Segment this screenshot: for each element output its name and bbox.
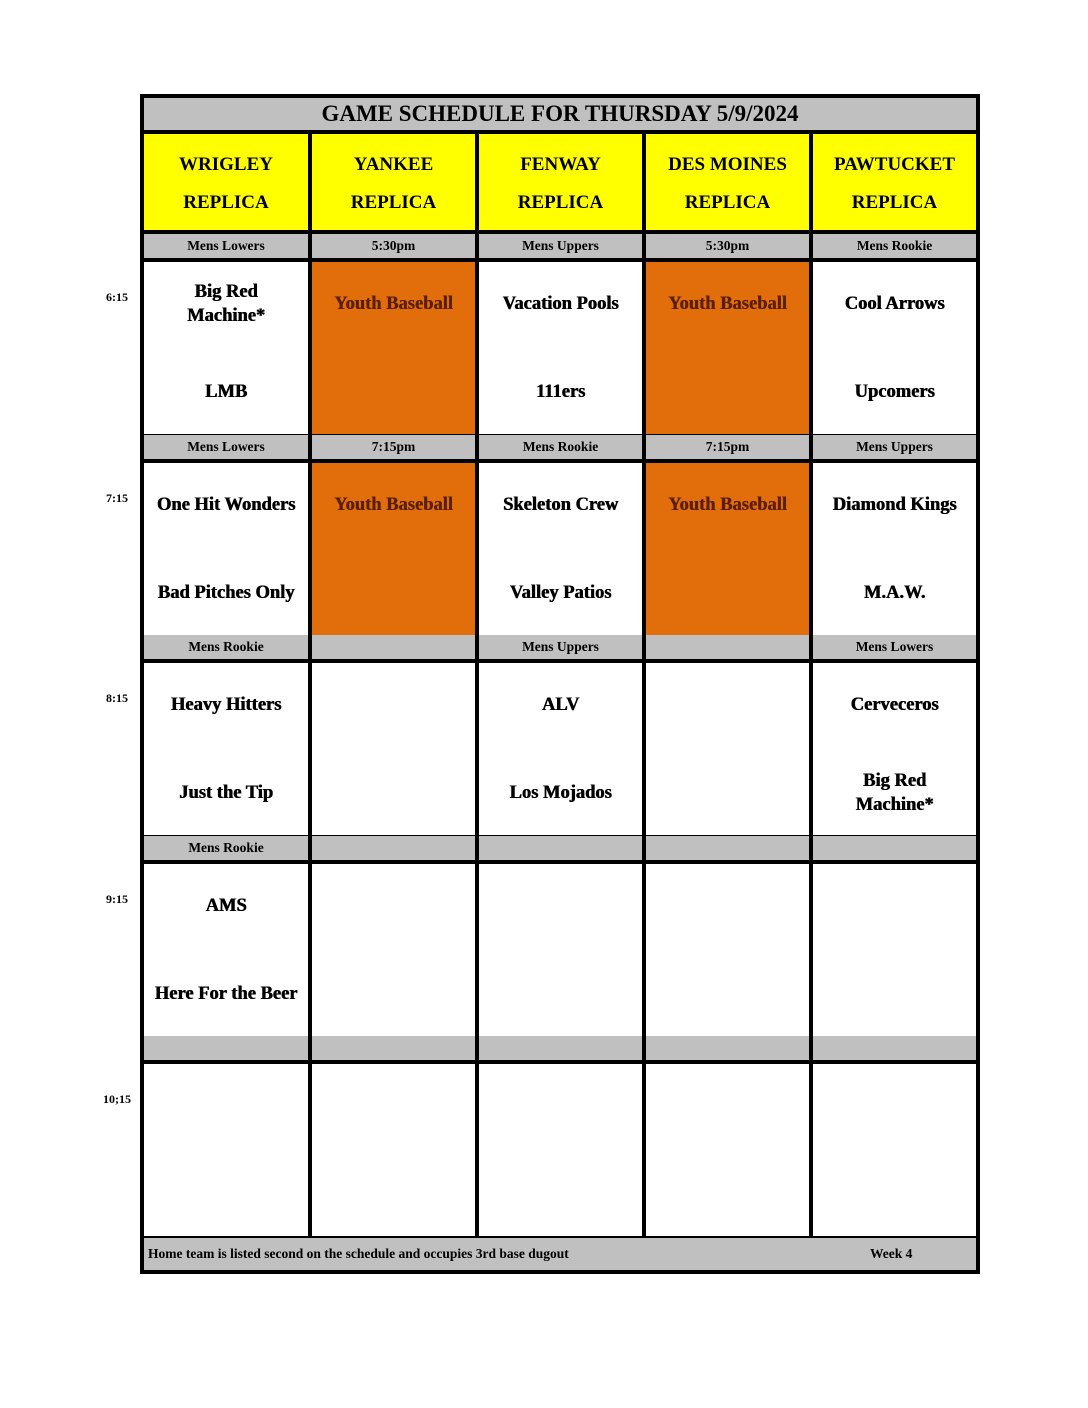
division-label: Mens Lowers: [144, 234, 308, 258]
venue-name: PAWTUCKET: [833, 154, 956, 175]
venue-subtitle: REPLICA: [684, 192, 771, 213]
game-slot: [479, 1064, 642, 1236]
time-label: 10;15: [103, 1092, 131, 1106]
home-team: Big Red Machine*: [855, 771, 934, 815]
division-label: Mens Lowers: [813, 635, 976, 659]
division-label: Mens Rookie: [144, 635, 308, 659]
away-team: Vacation Pools: [502, 294, 619, 314]
time-label: 7:15: [106, 491, 128, 505]
game-slot: [646, 1064, 809, 1236]
time-label: 9:15: [106, 892, 128, 906]
venue-subtitle: REPLICA: [183, 192, 269, 213]
away-team: Cerveceros: [850, 695, 939, 715]
time-label: 8:15: [106, 691, 128, 705]
division-label: [813, 1036, 976, 1060]
away-team: Diamond Kings: [832, 495, 957, 515]
division-label: Mens Lowers: [144, 435, 308, 459]
division-label: [646, 635, 809, 659]
game-slot: [813, 864, 976, 1036]
game-slot: [144, 262, 308, 434]
home-team: Upcomers: [854, 382, 935, 402]
home-team: Los Mojados: [509, 783, 612, 803]
venue-header-pawtucket: [813, 134, 976, 230]
division-label: [813, 836, 976, 860]
away-team: Youth Baseball: [668, 294, 787, 314]
venue-subtitle: REPLICA: [851, 192, 938, 213]
game-slot: [479, 663, 642, 835]
venue-header-des-moines: [646, 134, 809, 230]
game-slot: [813, 262, 976, 434]
away-team: One Hit Wonders: [156, 495, 296, 515]
venue-header-yankee: [312, 134, 475, 230]
division-label: Mens Rookie: [813, 234, 976, 258]
game-slot: [646, 864, 809, 1036]
home-team: LMB: [204, 382, 248, 402]
division-label: 5:30pm: [312, 234, 475, 258]
home-team: Bad Pitches Only: [157, 583, 295, 603]
division-label: Mens Uppers: [479, 234, 642, 258]
venue-name: WRIGLEY: [179, 154, 273, 175]
division-label: Mens Uppers: [813, 435, 976, 459]
youth-baseball-slot: [646, 262, 809, 434]
away-team: Youth Baseball: [334, 495, 453, 515]
home-team: Here For the Beer: [154, 984, 298, 1004]
home-team: Valley Patios: [509, 583, 612, 603]
game-slot: [144, 663, 308, 835]
venue-name: DES MOINES: [668, 154, 787, 175]
venue-subtitle: REPLICA: [350, 192, 437, 213]
away-team: ALV: [541, 695, 580, 715]
game-slot: [312, 1064, 475, 1236]
division-label: [646, 1036, 809, 1060]
game-slot: [479, 463, 642, 635]
division-label: 7:15pm: [646, 435, 809, 459]
division-label: [312, 836, 475, 860]
game-slot: [813, 1064, 976, 1236]
away-team: Big Red Machine*: [186, 282, 266, 326]
division-label: [479, 836, 642, 860]
division-label: Mens Rookie: [144, 836, 308, 860]
game-slot: [144, 864, 308, 1036]
away-team: Cool Arrows: [844, 294, 945, 314]
time-label: 6:15: [106, 290, 128, 304]
home-team: 111ers: [535, 382, 586, 402]
away-team: Heavy Hitters: [170, 695, 282, 715]
game-slot: [479, 262, 642, 434]
venue-name: YANKEE: [353, 154, 434, 175]
game-slot: [144, 1064, 308, 1236]
youth-baseball-slot: [646, 463, 809, 635]
away-team: Youth Baseball: [668, 495, 787, 515]
division-label: [144, 1036, 308, 1060]
division-label: [479, 1036, 642, 1060]
game-slot: [312, 864, 475, 1036]
division-label: Mens Rookie: [479, 435, 642, 459]
division-label: [312, 1036, 475, 1060]
division-label: 5:30pm: [646, 234, 809, 258]
division-label: [312, 635, 475, 659]
schedule-footer: [144, 1238, 976, 1270]
away-team: Skeleton Crew: [502, 495, 619, 515]
venue-header-wrigley: [144, 134, 308, 230]
game-slot: [813, 663, 976, 835]
game-slot: [312, 663, 475, 835]
venue-subtitle: REPLICA: [517, 192, 604, 213]
game-slot: [813, 463, 976, 635]
venue-header-fenway: [479, 134, 642, 230]
footer-note: Home team is listed second on the schedule and occupies 3rd base dugout: [148, 1246, 569, 1261]
week-label: Week 4: [870, 1246, 913, 1261]
home-team: M.A.W.: [863, 583, 926, 603]
schedule-table: [140, 94, 980, 1274]
away-team: Youth Baseball: [334, 294, 453, 314]
game-slot: [479, 864, 642, 1036]
game-slot: [646, 663, 809, 835]
venue-name: FENWAY: [520, 154, 601, 175]
away-team: AMS: [205, 896, 247, 916]
division-label: 7:15pm: [312, 435, 475, 459]
division-label: Mens Uppers: [479, 635, 642, 659]
page-title: GAME SCHEDULE FOR THURSDAY 5/9/2024: [144, 98, 976, 130]
home-team: Just the Tip: [179, 783, 273, 803]
youth-baseball-slot: [312, 262, 475, 434]
youth-baseball-slot: [312, 463, 475, 635]
game-slot: [144, 463, 308, 635]
division-label: [646, 836, 809, 860]
